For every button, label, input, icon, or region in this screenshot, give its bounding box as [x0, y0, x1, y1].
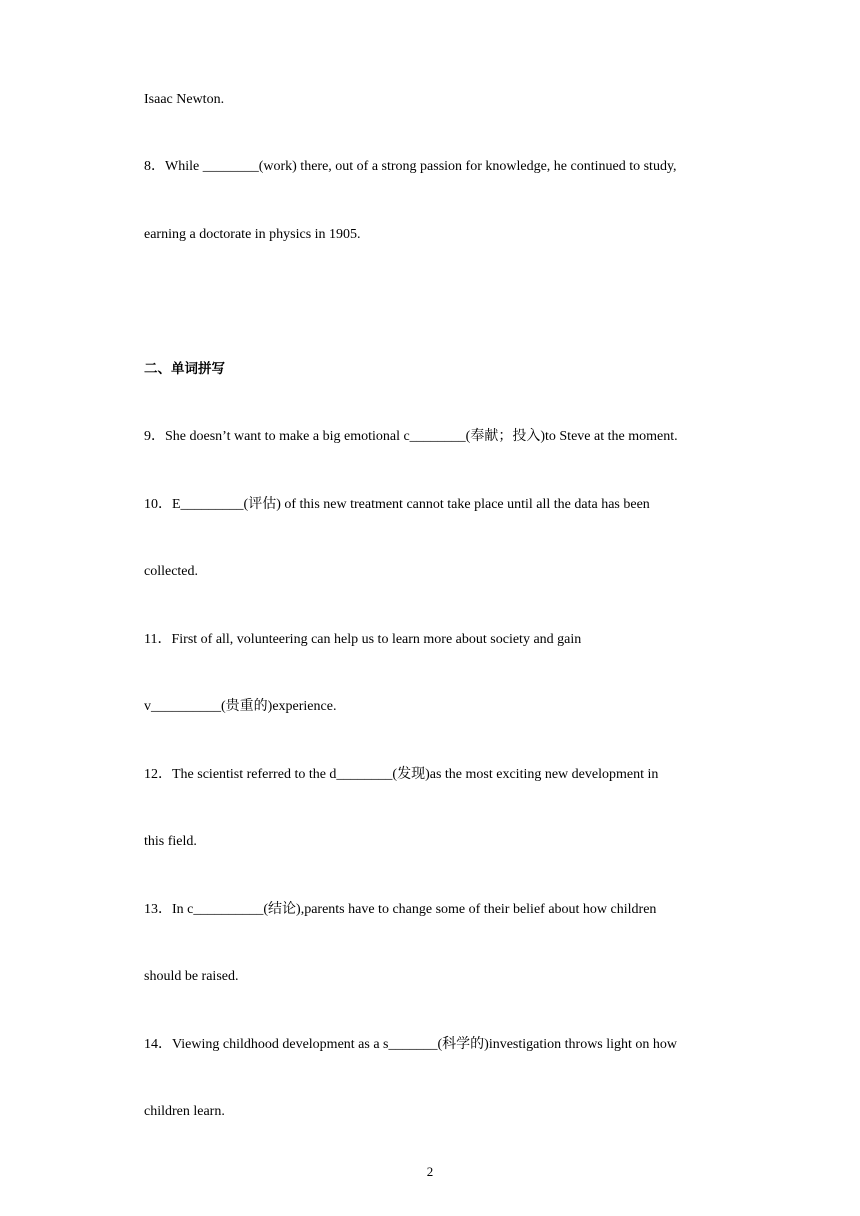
- question-12-line-2: this field.: [144, 834, 197, 849]
- question-10-line-2: collected.: [144, 564, 199, 579]
- section-heading-word-spelling: 二、单词拼写: [144, 361, 225, 377]
- question-8-line-2: earning a doctorate in physics in 1905.: [144, 227, 361, 242]
- question-14-line-2: children learn.: [144, 1104, 225, 1119]
- question-13-line-2: should be raised.: [144, 969, 239, 984]
- question-10-line-1: 10．E_________(评估) of this new treatment cannot take place until all the data has been: [144, 497, 650, 512]
- question-11-line-1: 11．First of all, volunteering can help us to learn more about society and gain: [144, 632, 582, 647]
- question-11-line-2: v__________(贵重的)experience.: [144, 699, 337, 714]
- question-12-line-1: 12．The scientist referred to the d________(发现)as the most exciting new development in: [144, 767, 659, 782]
- page-number: 2: [426, 1164, 434, 1179]
- question-14-line-1: 14．Viewing childhood development as a s_______(科学的)investigation throws light on how: [144, 1037, 678, 1052]
- question-8-line-1: 8．While ________(work) there, out of a strong passion for knowledge, he continued to study,: [144, 159, 677, 174]
- question-13-line-1: 13．In c__________(结论),parents have to change some of their belief about how children: [144, 902, 657, 917]
- question-9-line-1: 9．She doesn’t want to make a big emotional c________(奉献；投入)to Steve at the moment.: [144, 429, 678, 444]
- continuation-line: Isaac Newton.: [144, 92, 225, 107]
